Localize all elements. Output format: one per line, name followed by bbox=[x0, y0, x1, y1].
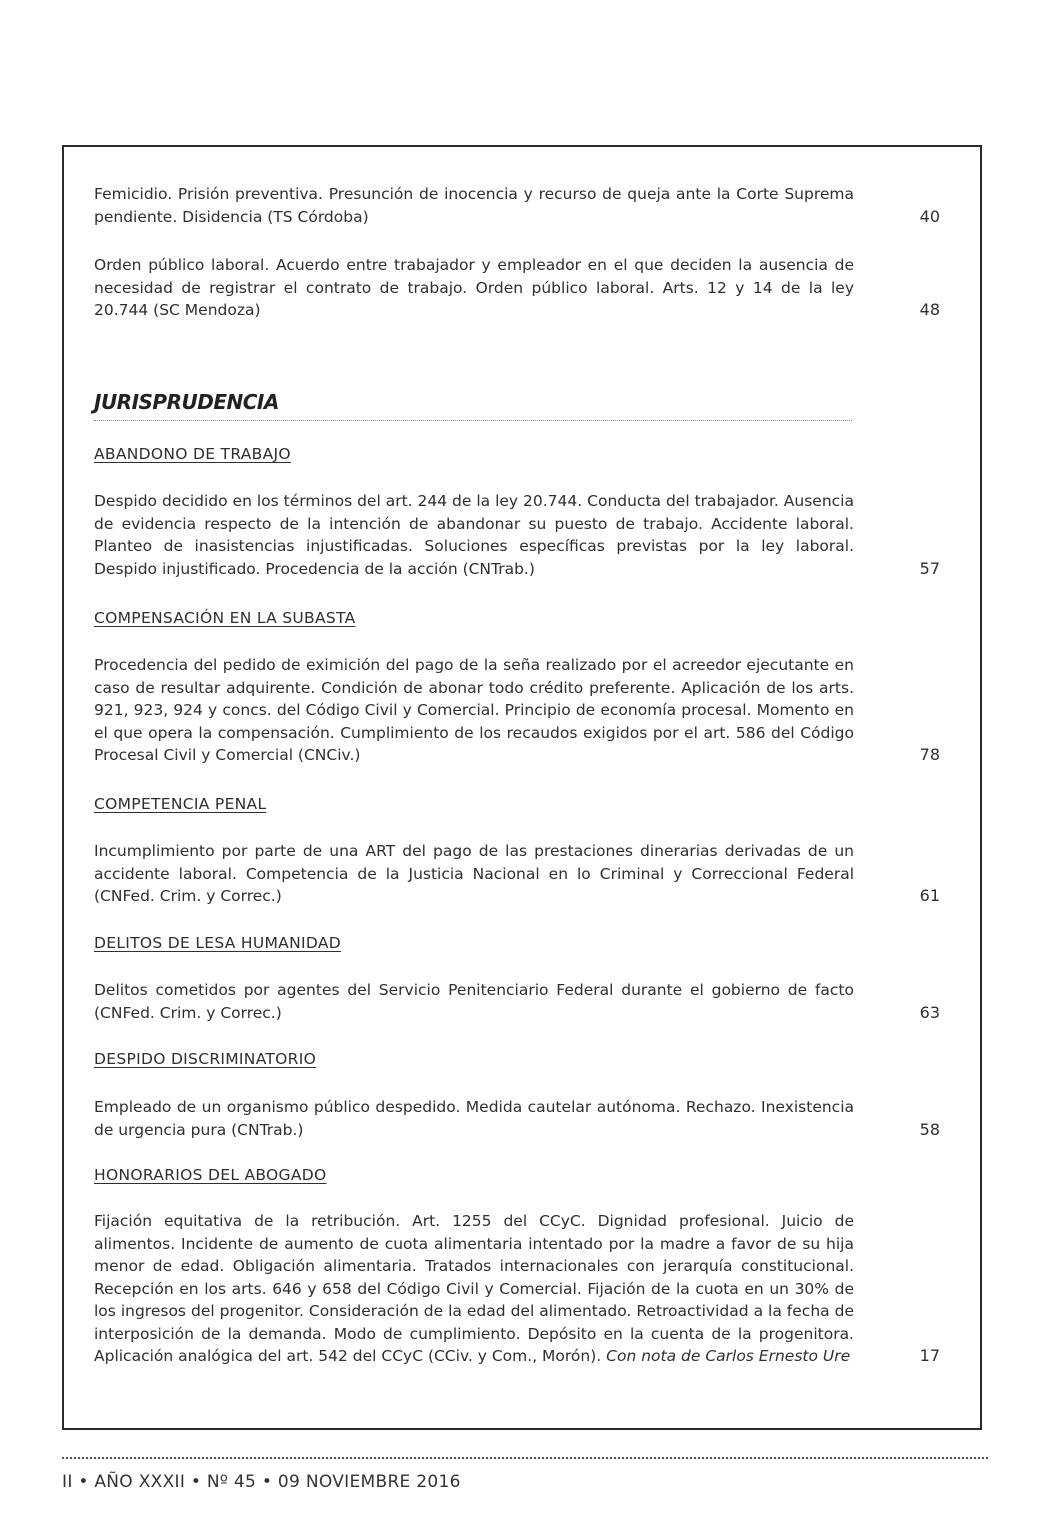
entry-page: 61 bbox=[919, 886, 940, 905]
entry-text: Despido decidido en los términos del art. 244 de la ley 20.744. Conducta del trabajador. Ausencia de evidencia respecto de la intención de abandonar su puesto de trabajo. Accidente laboral. Planteo de inasistencias injustificadas. Soluciones específicas previstas por la ley laboral. Despido injustificado. Procedencia de la acción (CNTrab.) bbox=[94, 492, 854, 578]
entry-page: 48 bbox=[919, 300, 940, 319]
section-title: JURISPRUDENCIA bbox=[94, 390, 279, 414]
category-title: COMPETENCIA PENAL bbox=[94, 795, 267, 813]
page-footer: II • AÑO XXXII • Nº 45 • 09 NOVIEMBRE 2016 bbox=[62, 1472, 461, 1492]
entry-text: Delitos cometidos por agentes del Servicio Penitenciario Federal durante el gobierno de facto (CNFed. Crim. y Correc.) bbox=[94, 981, 854, 1022]
entry-text bbox=[94, 1210, 854, 1368]
index-entry bbox=[94, 1210, 942, 1368]
footer-divider bbox=[62, 1457, 988, 1459]
category-title: ABANDONO DE TRABAJO bbox=[94, 445, 291, 463]
entry-text: Empleado de un organismo público despedido. Medida cautelar autónoma. Rechazo. Inexistencia de urgencia pura (CNTrab.) bbox=[94, 1098, 854, 1139]
entry-page: 58 bbox=[919, 1119, 940, 1139]
index-entry bbox=[94, 979, 942, 1024]
index-entry bbox=[94, 1096, 942, 1141]
entry-body: Fijación equitativa de la retribución. Art. 1255 del CCyC. Dignidad profesional. Juicio de alimentos. Incidente de aumento de cuota alimentaria intentado por la madre a favor de su hija menor de edad. Obligación alimentaria. Tratados internacionales con jerarquía constitucional. Recepción en los arts. 646 y 658 del Código Civil y Comercial. Fijación de la cuota en un 30% de los ingresos del progenitor. Consideración de la edad del alimentado. Retroactividad a la fecha de interposición de la demanda. Modo de cumplimiento. Depósito en la cuenta de la progenitora. Aplicación analógica del art. 542 del CCyC (CCiv. y Com., Morón). bbox=[94, 1212, 854, 1365]
entry-text: Femicidio. Prisión preventiva. Presunción de inocencia y recurso de queja ante la Corte Suprema pendiente. Disidencia (TS Córdoba) bbox=[94, 185, 854, 226]
entry-page: 57 bbox=[919, 558, 940, 578]
category-title: COMPENSACIÓN EN LA SUBASTA bbox=[94, 609, 356, 627]
entry-text: Orden público laboral. Acuerdo entre trabajador y empleador en el que deciden la ausencia de necesidad de registrar el contrato de trabajo. Orden público laboral. Arts. 12 y 14 de la ley 20.744 (SC Mendoza) bbox=[94, 256, 854, 319]
entry-page: 63 bbox=[919, 1002, 940, 1022]
entry-page: 17 bbox=[919, 1346, 940, 1365]
entry-page: 78 bbox=[919, 745, 940, 764]
index-entry bbox=[94, 654, 942, 767]
entry-page: 40 bbox=[919, 206, 940, 226]
category-title: DESPIDO DISCRIMINATORIO bbox=[94, 1050, 317, 1068]
category-title: DELITOS DE LESA HUMANIDAD bbox=[94, 934, 341, 952]
index-entry-femicidio bbox=[94, 183, 942, 228]
category-title: HONORARIOS DEL ABOGADO bbox=[94, 1166, 327, 1184]
entry-text: Procedencia del pedido de eximición del pago de la seña realizado por el acreedor ejecutante en caso de resultar adquirente. Condición de abonar todo crédito preferente. Aplicación de los arts. 921, 923, 924 y concs. del Código Civil y Comercial. Principio de economía procesal. Momento en el que opera la compensación. Cumplimiento de los recaudos exigidos por el art. 586 del Código Procesal Civil y Comercial (CNCiv.) bbox=[94, 656, 854, 764]
index-entry bbox=[94, 490, 942, 580]
entry-note: Con nota de Carlos Ernesto Ure bbox=[606, 1347, 851, 1365]
index-entry bbox=[94, 840, 942, 908]
index-entry-orden-publico bbox=[94, 254, 942, 322]
entry-text: Incumplimiento por parte de una ART del pago de las prestaciones dinerarias derivadas de un accidente laboral. Competencia de la Justicia Nacional en lo Criminal y Correccional Federal (CNFed. Crim. y Correc.) bbox=[94, 842, 854, 905]
section-divider bbox=[94, 420, 852, 421]
